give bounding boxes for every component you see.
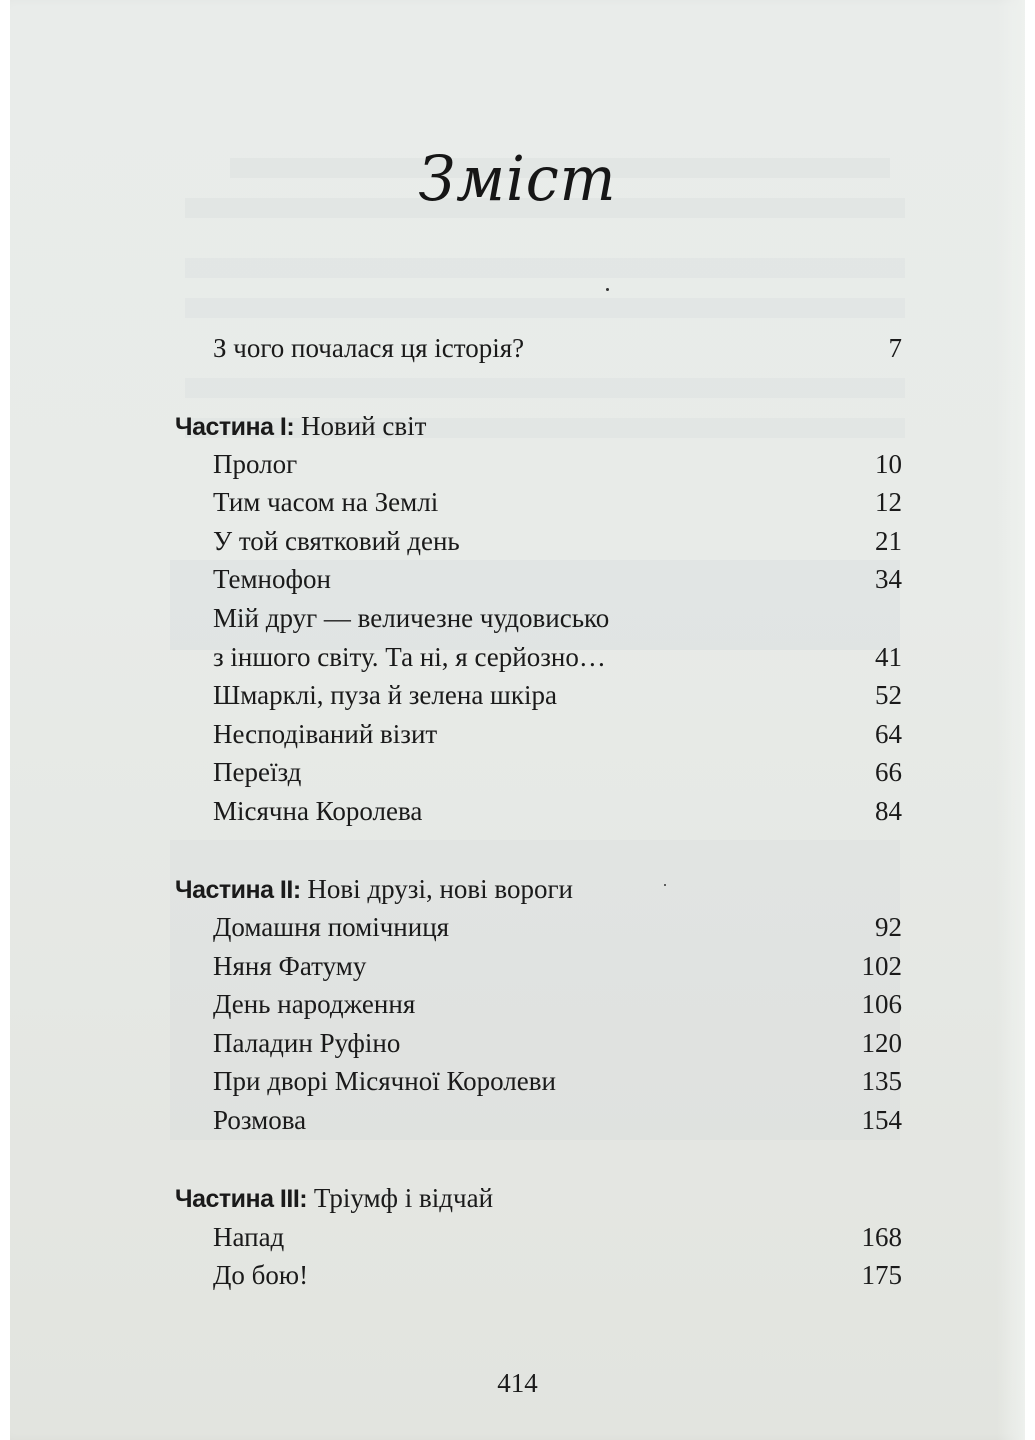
toc-entry-label: При дворі Місячної Королеви [213, 1066, 556, 1096]
toc-entry-page: 52 [875, 680, 902, 710]
toc-entry-label: Темнофон [213, 564, 331, 594]
toc-entry-label: Напад [213, 1222, 285, 1252]
toc-part-2[interactable] [0, 870, 1035, 908]
toc-entry-label: Місячна Королева [213, 796, 423, 826]
page-number: 414 [497, 1368, 538, 1398]
toc-entry-label: День народження [213, 989, 416, 1019]
toc-entry[interactable] [0, 483, 1035, 521]
toc-entry[interactable] [0, 445, 1035, 483]
toc-entry[interactable] [0, 715, 1035, 753]
toc-entry-label: Паладин Руфіно [213, 1028, 401, 1058]
toc-entry[interactable] [0, 599, 1035, 637]
toc-entry-page: 12 [875, 487, 902, 517]
part-prefix: Частина II: [175, 876, 301, 904]
toc-entry-page: 41 [875, 642, 902, 672]
toc-entry-label: Переїзд [213, 757, 302, 787]
toc-entry-page: 84 [875, 796, 902, 826]
print-speck [606, 288, 609, 291]
toc-entry[interactable] [0, 947, 1035, 985]
toc-entry[interactable] [0, 792, 1035, 830]
toc-entry-label: з іншого світу. Та ні, я серйозно… [213, 642, 606, 672]
part-title: Нові друзі, нові вороги [307, 874, 573, 904]
toc-entry[interactable] [0, 1062, 1035, 1100]
toc-entry-page: 10 [875, 449, 902, 479]
toc-entry-page: 106 [861, 989, 902, 1019]
toc-entry-label: Несподіваний візит [213, 719, 438, 749]
page-title: Зміст [418, 142, 617, 215]
part-prefix: Частина III: [175, 1185, 308, 1213]
toc-entry-page: 92 [875, 912, 902, 942]
part-title: Тріумф і відчай [313, 1183, 494, 1213]
toc-entry-label: Розмова [213, 1105, 307, 1135]
toc-entry[interactable] [0, 1101, 1035, 1139]
part-title: Новий світ [300, 411, 427, 441]
toc-entry-label: Шмарклі, пуза й зелена шкіра [213, 680, 557, 710]
toc-entry-page: 21 [875, 526, 902, 556]
toc-entry-page: 102 [861, 951, 902, 981]
toc-entry[interactable] [0, 908, 1035, 946]
toc-part-3[interactable] [0, 1179, 1035, 1217]
toc-entry-label: Пролог [213, 449, 298, 479]
toc-entry-label: З чого почалася ця історія? [213, 333, 525, 363]
toc-entry-label: Няня Фатуму [213, 951, 367, 981]
toc-entry-label: Мій друг — величезне чудовисько [213, 603, 610, 633]
toc-entry-page: 154 [861, 1105, 902, 1135]
toc-entry-page: 175 [861, 1260, 902, 1290]
toc-entry-label: До бою! [213, 1260, 309, 1290]
toc-entry[interactable] [0, 1256, 1035, 1294]
toc-entry-page: 120 [861, 1028, 902, 1058]
toc-entry-page: 64 [875, 719, 902, 749]
toc-entry[interactable] [0, 753, 1035, 791]
toc-entry-page: 7 [888, 333, 902, 363]
toc-entry-label: Тим часом на Землі [213, 487, 439, 517]
toc-entry-page: 135 [861, 1066, 902, 1096]
toc-entry[interactable] [0, 985, 1035, 1023]
toc-entry[interactable] [0, 522, 1035, 560]
toc-entry-page: 168 [861, 1222, 902, 1252]
toc-entry[interactable] [0, 1024, 1035, 1062]
toc-entry-label: У той святковий день [213, 526, 460, 556]
part-prefix: Частина I: [175, 413, 295, 441]
toc-entry-page: 66 [875, 757, 902, 787]
toc-entry[interactable] [0, 676, 1035, 714]
toc-entry-intro[interactable] [0, 329, 1035, 367]
toc-entry-continuation[interactable] [0, 638, 1035, 676]
toc-entry-page: 34 [875, 564, 902, 594]
toc-entry[interactable] [0, 560, 1035, 598]
toc-part-1[interactable] [0, 407, 1035, 445]
toc-entry-label: Домашня помічниця [213, 912, 450, 942]
toc-entry[interactable] [0, 1218, 1035, 1256]
